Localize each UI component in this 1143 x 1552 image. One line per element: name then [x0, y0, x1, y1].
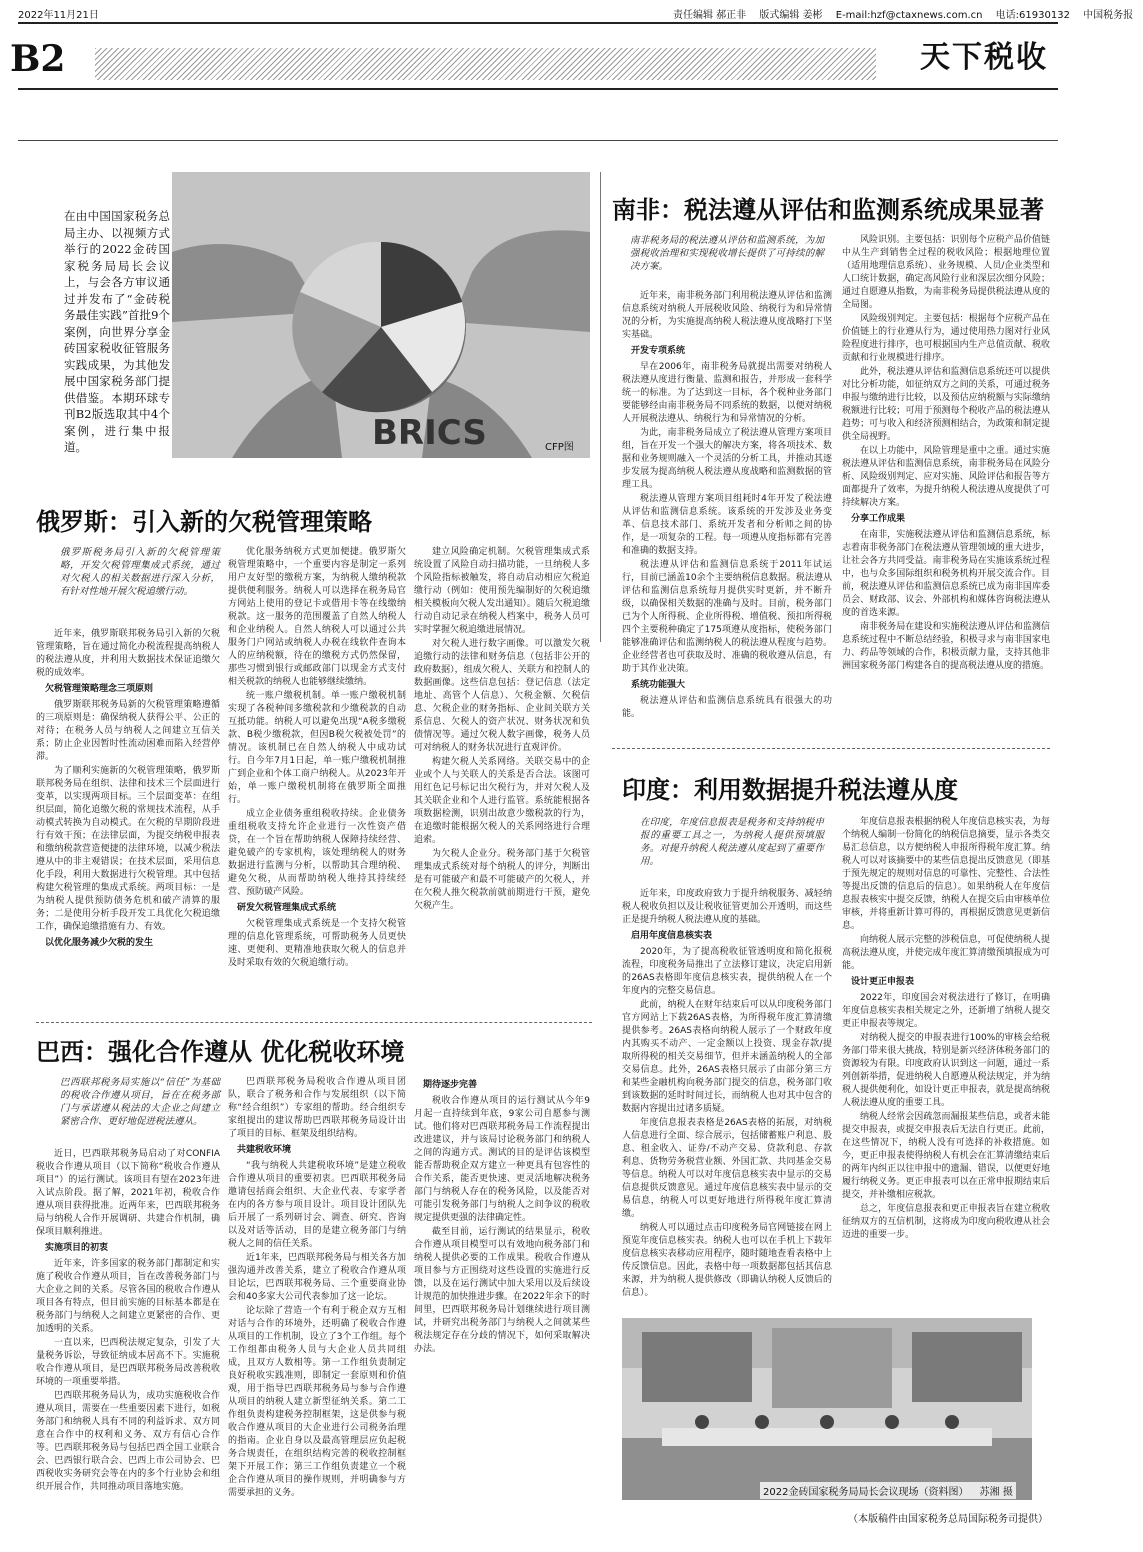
india-para-11: 总之，年度信息报表和更正申报表旨在建立税收征纳双方的互信机制，这将成为印度向税收遵从社会迈进的重要一步。 — [842, 1204, 1050, 1240]
south-africa-para-1: 近年来，南非税务部门利用税法遵从评估和监测信息系统对纳税人开展税收风险、纳税行为和异常情况的分析，为实施提高纳税人税法遵从度战略打下坚实基础。 — [622, 291, 832, 340]
russia-column-2 — [228, 546, 406, 1020]
south-africa-subhead-2: 系统功能强大 — [631, 680, 686, 690]
page-number: B2 — [10, 38, 66, 80]
intro-text: 在由中国国家税务总局主办、以视频方式举行的2022金砖国家税务局局长会议上，与会各方审议通过并发布了“金砖税务最佳实践”首批9个案例，向世界分享金砖国家税收征管服务实践成果，为其他发展中国家税务部门提供借鉴。本期环球专刊B2版选取其中4个案例，进行集中报道。 — [64, 209, 170, 454]
india-column-1 — [622, 888, 832, 1308]
section-divider — [36, 1022, 592, 1023]
india-para-7: 向纳税人展示完整的涉税信息，可促使纳税人提高税法遵从度，并使完成年度汇算清缴预填报成为可能。 — [842, 935, 1050, 971]
russia-subhead-2: 以优化服务减少欠税的发生 — [45, 938, 154, 948]
russia-column-3 — [414, 546, 590, 1020]
brazil-para-1: 近日，巴西联邦税务局启动了对CONFIA税收合作遵从项目（以下简称“税收合作遵从项目”）的运行测试。该项目有望在2023年进入试点阶段。据了解，2021年初，税收合作遵从项目获得批准。近两年来，巴西联邦税务局与纳税人合作开展调研、共建合作机制，确保项目顺利推进。 — [36, 1149, 220, 1237]
caption-text: 2022金砖国家税务局局长会议现场（资料图） — [763, 1487, 969, 1498]
layout-credit: 版式编辑 姜彬 — [759, 10, 823, 21]
caption-credit: 苏湘 摄 — [979, 1487, 1013, 1498]
russia-para-11: 为欠税人企业分。税务部门基于欠税管理集成式系统对每个纳税人的评分，判断出是有可能破产和最不可能破产的欠税人，并在欠税人推欠税款前就前期进行干预，避免欠税产生。 — [414, 849, 590, 911]
india-para-3: 此前，纳税人在财年结束后可以从印度税务部门官方网站上下载26AS表格，为所得税年度汇算清缴提供参考。26AS表格向纳税人展示了一个财政年度内其购买不动产、一定金额以上投资、现金存款/提取所得税的相关交易细节，但并未涵盖纳税人的全部交易信息。此外，26AS表格只展示了由部分第三方和某些金融机构向税务部门提交的信息，税务部门收到该数据的延时时间过长，而纳税人也对其中包含的数据内容提出过诸多质疑。 — [622, 1000, 832, 1114]
header-rule — [18, 22, 1058, 24]
brazil-column-1 — [36, 1148, 220, 1534]
header-hatch — [95, 48, 876, 80]
russia-para-7: 欠税管理集成式系统是一个支持欠税管理的信息化管理系统，可帮助税务人员更快速、更便利、更精准地获取欠税人的信息并及时采取有效的欠税追缴行动。 — [228, 919, 406, 968]
russia-subhead-3: 研发欠税管理集成式系统 — [237, 903, 337, 913]
india-para-10: 纳税人经常会因疏忽而漏报某些信息，或者未能提交申报表，或提交申报表后无法自行更正。此前，在这些情况下，纳税人没有可选择的补救措施。如今，更正申报表使得纳税人有机会在汇算清缴结束后的两年内纠正以往申报中的遗漏、错误，以便更好地履行纳税义务。更正申报表可以在正常申报期结束后提交，并补缴相应税款。 — [842, 1112, 1050, 1200]
russia-para-2: 俄罗斯联邦税务局新的欠税管理策略遵循的三项原则是：确保纳税人获得公平、公正的对待；在税务人员与纳税人之间建立互信关系；防止企业因暂时性流动困难而陷入经营停滞。 — [36, 700, 220, 762]
brazil-para-7: 近1年来，巴西联邦税务局与相关各方加强沟通并改善关系，建立了税收合作遵从项目论坛，巴西联邦税务局、三个重要商业协会和40多家大公司代表参加了这一论坛。 — [228, 1253, 406, 1302]
brazil-para-8: 论坛除了营造一个有利于税企双方互相对话与合作的环境外，还明确了税收合作遵从项目的工作机制，设立了3个工作组。每个工作组都由税务人员与大企业人员共同组成，且双方人数相等。第一工作组负责制定良好税收实践准则，即制定一套原则和价值观，用于指导巴西联邦税务局与参与合作遵从项目的纳税人建立新型征纳关系。第二工作组负责构建税务控制框架，这是供参与税收合作遵从项目的大企业进行公司税务治理的指南。企业自身以及最高管理层应负起税务合规责任，在组织结构完善的税收控制框架下开展工作；第三工作组负责建立一个税企合作遵从项目的操作规则，并明确参与方需要承担的义务。 — [228, 1306, 406, 1498]
india-para-6: 年度信息报表根据纳税人年度信息核实表，为每个纳税人编制一份简化的纳税信息摘要，显示各类交易汇总信息，以方便纳税人申报所得税年度汇算。纳税人可以对该摘要中的某些信息提出反馈意见（即基于预先规定的规则对信息的可靠性、完整性、合法性等提出反馈的信息后的信息）。如果纳税人在年度信息报表核实中提交反馈，纳税人在提交后由审核单位审核，并将重新计算可得的，再根据反馈意见更新信息。 — [842, 817, 1050, 931]
svg-text:BRICS: BRICS — [372, 413, 487, 453]
brazil-subhead-3: 期待逐步完善 — [423, 1080, 478, 1090]
brazil-para-3: 一直以来，巴西税法规定复杂，引发了大量税务诉讼，导致征纳成本居高不下。实施税收合作遵从项目，是巴西联邦税务局改善税收环境的一项重要举措。 — [36, 1338, 220, 1387]
russia-para-10: 构建欠税人关系网络。关联交易中的企业或个人与关联人的关系是否合法。该图可用红色记号标记出欠税行为，并对欠税人及其关联企业和个人进行监管。系统能根据各项数据检测，识别出故意少缴税款的行为，在追缴时能根据欠税人的关系网络进行合理追索。 — [414, 757, 590, 845]
meeting-photo-caption — [760, 1482, 1016, 1499]
india-para-8: 2022年，印度国会对税法进行了修订，在明确年度信息核实表相关规定之外，还新增了纳税人提交更正申报表等规定。 — [842, 993, 1050, 1029]
russia-para-8: 建立风险确定机制。欠税管理集成式系统设置了风险自动扫描功能，一旦纳税人多个风险指标被触发，将自动启动相应欠税追缴行动（例如：使用预先编制好的欠税追缴相关模板向欠税人发出通知）。随后欠税追缴行动自动记录在纳税人档案中，税务人员可实时掌握欠税追缴进展情况。 — [414, 547, 590, 635]
russia-para-4: 优化服务纳税方式更加便捷。俄罗斯欠税管理策略中，一个重要内容是制定一系列用户友好型的缴税方案，为纳税人缴纳税款提供便利服务。纳税人可以选择在税务局官方网站上使用的登记卡或借用卡等在线缴纳税款。这一服务的范围覆盖了自然人纳税人和企业纳税人。自然人纳税人可以通过公共服务门户网站或纳税人办税在线软件查询本人的应纳税额，待在的缴税方式仍然保留，那些习惯到银行或邮政部门以现金方式支付相关税款的纳税人也能够继续缴纳。 — [228, 547, 406, 687]
south-africa-subhead-3: 分享工作成果 — [851, 514, 906, 524]
south-africa-para-10: 在以上功能中，风险管理是重中之重。通过实施税法遵从评估和监测信息系统，南非税务局在风险分析、风险级别判定、应对实施、风险评估和报告等方面都提升了效率，为提升纳税人税法遵从度提供了可持续解决方案。 — [842, 446, 1050, 508]
india-subhead-2: 设计更正申报表 — [851, 977, 915, 987]
russia-column-1 — [36, 628, 220, 1020]
south-africa-para-11: 在南非，实施税法遵从评估和监测信息系统，标志着南非税务部门在税法遵从管理领域的重大进步，让社会各方共同受益。南非税务局在实施该系统过程中，也与众多国际组织和税务机构开展交流合作。目前，税法遵从评估和监测信息系统已成为南非国库委员会、财政部、议会、外部机构和媒体咨询税法遵从度的首选来源。 — [842, 530, 1050, 618]
south-africa-para-4: 税法遵从管理方案项目组耗时4年开发了税法遵从评估和监测信息系统。该系统的开发涉及业务变革、信息技术部门、系统开发者和分析师之间的协作，是一项复杂的工程。每一项遵从度指标都有完善和准确的数据支持。 — [622, 494, 832, 556]
south-africa-para-5: 税法遵从评估和监测信息系统于2011年试运行，目前已涵盖10余个主要纳税信息数据。税法遵从评估和监测信息系统每月提供实时更新，并不断升级，以确保相关数据的准确与及时。目前，税务部门已为个人所得税、企业所得税、增值税、预扣所得税四个主要税种确定了175项遵从度指标，使税务部门能够准确评估和监测纳税人的税法遵从程度与趋势。企业经营者也可获取及时、准确的税收遵从信息，有助于其作业决策。 — [622, 560, 832, 674]
brazil-para-5: 巴西联邦税务局税收合作遵从项目团队，联合了税务和合作与发展组织（以下简称“经合组织”）专家组的帮助。经合组织专家组提出的建议帮助巴西联邦税务局设计出了项目的目标、框架及组织结构。 — [228, 1077, 406, 1139]
south-africa-column-1 — [622, 290, 832, 719]
brazil-para-4: 巴西联邦税务局认为，成功实施税收合作遵从项目，需要在一些重要因素下进行，如税务部门和纳税人具有不同的利益诉求、双方同意在合作中的权利和义务、双方有信心合作等。巴西联邦税务局与包括巴西全国工业联合会、巴西银行联合会、巴西上市公司协会、巴西税收实务研究会等在内的多个行业协会和组织开展合作，共同推动项目落地实施。 — [36, 1391, 220, 1492]
column-divider — [600, 172, 601, 642]
russia-subhead-1: 欠税管理策略理念三项原则 — [45, 684, 154, 694]
south-africa-column-2 — [842, 234, 1050, 680]
brazil-subhead-2: 共建税收环境 — [237, 1145, 292, 1155]
masthead-meta — [673, 6, 1143, 21]
editor-phone: 电话:61930132 — [995, 10, 1070, 21]
india-column-2 — [842, 816, 1050, 1310]
brics-photo — [172, 172, 590, 458]
south-africa-para-2: 早在2006年，南非税务局就提出需要对纳税人税法遵从度进行衡量、监测和报告，并形成一套科学统一的标准。为了达到这一目标，各个税种业务部门要能够经由南非税务局不同系统的数据，以便对纳税人开展税法遵从、纳税行为和异常情况的分析。 — [622, 362, 832, 424]
india-headline: 印度：利用数据提升税法遵从度 — [622, 775, 958, 804]
russia-lead: 俄罗斯税务局引入新的欠税管理策略，开发欠税管理集成式系统，通过对欠税人的相关数据进行深入分析，有针对性地开展欠税追缴行动。 — [60, 547, 220, 597]
india-lead: 在印度，年度信息报表是税务和支持纳税申报的重要工具之一，为纳税人提供预填服务。对提升纳税人税法遵从度起到了重要作用。 — [640, 817, 824, 867]
brazil-para-6: “我与纳税人共建税收环境”是建立税收合作遵从项目的重要初衷。巴西联邦税务局邀请包括商会组织、大企业代表、专家学者在内的各方参与项目设计。项目设计团队先后开展了一系列研讨会、调查、研究、咨询以及对话等活动，目的是建立税务部门与纳税人之间的信任关系。 — [228, 1161, 406, 1249]
page-footnote: （本版稿件由国家税务总局国际税务司提供） — [848, 1514, 1048, 1525]
masthead-bar — [18, 6, 1134, 21]
brazil-lead: 巴西联邦税务局实施以“信任”为基础的税收合作遵从项目，旨在在税务部门与承诺遵从税法的大企业之间建立紧密合作、更好地促进税法遵从。 — [60, 1077, 220, 1127]
header-rule-bottom — [18, 88, 1058, 90]
south-africa-para-3: 为此，南非税务局成立了税法遵从管理方案项目组，旨在开发一个强大的解决方案，将各项技术、数据和业务规则融入一个灵活的分析工具，并推动其逐步发展为提高纳税人税法遵从度战略和监测数据的管理工具。 — [622, 428, 832, 490]
india-para-4: 年度信息报表表格是26AS表格的拓展，对纳税人信息进行全面、综合展示，包括储蓄账户利息、股息、租金收入、证券/不动产交易、贷款利息、存款利息、货物劳务税营业额、外国汇款、共同基金交易等信息。纳税人可以对年度信息核实表中显示的交易信息提供反馈意见。通过年度信息核实表中显示的交易信息，纳税人可以更好地进行所得税年度汇算清缴。 — [622, 1118, 832, 1219]
brics-puzzle-image — [172, 172, 590, 458]
south-africa-para-7: 风险识别。主要包括：识别每个应税产品价值链中从生产到销售全过程的税收风险；根据地理位置（适用地理信息系统）、业务规模、人员/企业类型和人口统计数据，确定高风险行业和深层次细分风险；通过自愿遵从指数，为南非税务局提供税法遵从度的全局图。 — [842, 235, 1050, 310]
brazil-column-2 — [228, 1076, 406, 1534]
meeting-room-image — [622, 1318, 1032, 1500]
india-subhead-1: 启用年度信息核实表 — [631, 931, 713, 941]
south-africa-headline: 南非：税法遵从评估和监测系统成果显著 — [612, 195, 1044, 224]
south-africa-para-9: 此外，税法遵从评估和监测信息系统还可以提供对比分析功能，如征纳双方之间的关系，可通过税务申报与缴纳进行比较，以及预估应纳税额与实际缴纳税额进行比较；可用于预测每个税收产品的税法遵从趋势；可与收入和经济预测相结合，为政策和制定提供全局视野。 — [842, 367, 1050, 442]
brazil-para-10: 截至目前，运行测试的结果显示，税收合作遵从项目模型可以有效地向税务部门和纳税人提供必要的工作成果。税收合作遵从项目参与方正围绕对这些设置的实施进行反馈，以及在运行测试中加大采用以及后续设计规范的加快推进步骤。在2022年余下的时间里，巴西联邦税务局计划继续进行项目测试，并研究出税务部门与纳税人之间就某些税法规定存在分歧的情况下，如何采取解决办法。 — [414, 1227, 590, 1354]
south-africa-subhead-1: 开发专项系统 — [631, 346, 686, 356]
south-africa-para-8: 风险级别判定。主要包括：根据每个应税产品在价值链上的行业遵从行为，通过使用热力图对行业风险程度进行排序，也可根据国内生产总值贡献、税收贡献和行业规模进行排序。 — [842, 314, 1050, 363]
meeting-photo — [622, 1318, 1032, 1500]
photo-credit: CFP图 — [545, 442, 574, 453]
russia-para-5: 统一账户缴税机制。单一账户缴税机制实现了各税种间多缴税款和少缴税款的自动互抵功能。纳税人可以避免出现“A税多缴税款、B税少缴税款，但因B税欠税被处罚”的情况。该机制已在自然人纳税人中成功试行。自今年7月1日起，单一账户缴税机制推广到企业和个体工商户纳税人。从2023年开始，单一账户缴税机制将在俄罗斯全面推行。 — [228, 691, 406, 805]
top-block-rule — [18, 140, 1058, 141]
russia-headline: 俄罗斯：引入新的欠税管理策略 — [36, 507, 372, 536]
russia-para-9: 对欠税人进行数字画像。可以激发欠税追缴行动的法律和财务信息（包括非公开的政府数据），组成欠税人、关联方和控制人的数据画像。这些信息包括：登记信息（法定地址、高管个人信息）、欠税金额、欠税信息、欠税企业的财务指标、企业间关联方关系信息、欠税人的资产状况、财务状况和负债情况等。通过欠税人数字画像，税务人员可对纳税人的财务状况进行直观评价。 — [414, 639, 590, 753]
editor-credit: 责任编辑 郝正非 — [673, 10, 747, 21]
section-divider-right — [612, 748, 1050, 749]
brazil-para-9: 税收合作遵从项目的运行测试从今年9月起一直持续到年底，9家公司自愿参与测试。他们将对巴西联邦税务局工作流程提出改进建议，并与该局讨论税务部门和纳税人之间的沟通方式。测试的目的是评估该模型能否帮助税企双方建立一种更具有包容性的合作关系，能否更快速、更灵活地解决税务部门与纳税人存在的税务风险，以及能否对可能引发税务部门与纳税人之间争议的税收规定提供更强的法律确定性。 — [414, 1096, 590, 1223]
editor-email: E-mail:hzf@ctaxnews.com.cn — [835, 10, 983, 21]
russia-para-3: 为了顺利实施新的欠税管理策略，俄罗斯联邦税务局在组织、法律和技术三个层面进行变革，以实现两项目标。三个层面变革：在组织层面，简化追缴欠税的常规技术流程，从手动模式转换为自动模式。在欠税的早期阶段进行有效干预；在法律层面，为提交纳税申报表和缴纳税款营造便捷的法律环境，以减少税法遵从中的非主观错误；在技术层面，采用信息化手段，利用大数据进行欠税管理。其中包括构建欠税管理的集成式系统。两项目标：一是为纳税人提供预防债务危机和破产清算的服务；二是使用分析手段开发工具优化欠税追缴工作，确保追缴措施有力、有效。 — [36, 766, 220, 932]
newspaper-name: 中国税务报 — [1083, 10, 1134, 21]
russia-para-6: 成立企业债务重组税收持续。企业债务重组税收支持允许企业进行一次性资产借贷，在一个旨在帮助纳税人保障持续经营、避免破产的专家机构，该处理纳税人的财务数据进行监测与分析，以帮助其合理纳税、避免欠税，从而帮助纳税人维持其持续经营、预防破产风险。 — [228, 809, 406, 897]
brazil-headline: 巴西：强化合作遵从 优化税收环境 — [36, 1037, 405, 1066]
india-para-9: 对纳税人提交的申报表进行100%的审核会给税务部门带来很大挑战，特别是新兴经济体税务部门的资源较为有限。印度政府认识到这一问题，通过一系列创新举措，促进纳税人自愿遵从税法规定，并为纳税人提供便利化，如设计更正申报表，就是提高纳税人税法遵从度的重要工具。 — [842, 1033, 1050, 1108]
india-para-5: 纳税人可以通过点击印度税务局官网链接在网上预览年度信息核实表。纳税人也可以在手机上下载年度信息核实表移动应用程序，随时随地查看表格中上传反馈信息。因此，表格中每一项数据都包括其信息来源，并为纳税人提供修改（即确认纳税人反馈后的信息）。 — [622, 1223, 832, 1298]
india-para-2: 2020年，为了提高税收征管透明度和简化报税流程，印度税务局推出了立法修订建议，决定启用新的26AS表格即年度信息核实表，提供纳税人在一个年度内的完整交易信息。 — [622, 947, 832, 996]
south-africa-para-6: 税法遵从评估和监测信息系统具有很强大的功能。 — [622, 696, 832, 719]
south-africa-lead: 南非税务局的税法遵从评估和监测系统，为加强税收治理和实现税收增长提供了可持续的解决方案。 — [630, 235, 824, 272]
india-para-1: 近年来，印度政府致力于提升纳税服务、减轻纳税人税收负担以及让税收征管更加公开透明，而这些正是提升纳税人税法遵从度的基础。 — [622, 889, 832, 925]
brazil-para-2: 近年来，许多国家的税务部门都制定和实施了税收合作遵从项目，旨在改善税务部门与大企业之间的关系。尽管各国的税收合作遵从项目各有特点，但目前实施的目标基本都是在税务部门与纳税人之间建立更紧密的合作、更加透明的关系。 — [36, 1259, 220, 1334]
issue-date: 2022年11月21日 — [18, 10, 99, 21]
brazil-subhead-1: 实施项目的初衷 — [45, 1243, 109, 1253]
section-title: 天下税收 — [920, 40, 1048, 75]
russia-para-1: 近年来，俄罗斯联邦税务局引入新的欠税管理策略，旨在通过简化办税流程提高纳税人的税法遵从度，并利用大数据技术保证追缴欠税的成效率。 — [36, 629, 220, 678]
south-africa-para-12: 南非税务局在建设和实施税法遵从评估和监测信息系统过程中不断总结经验，积极寻求与南非国家电力、药品等领域的合作，积极贡献力量，支持其他非洲国家税务部门构建各自的提高税法遵从度的措施。 — [842, 622, 1050, 671]
brazil-column-3 — [414, 1076, 590, 1534]
